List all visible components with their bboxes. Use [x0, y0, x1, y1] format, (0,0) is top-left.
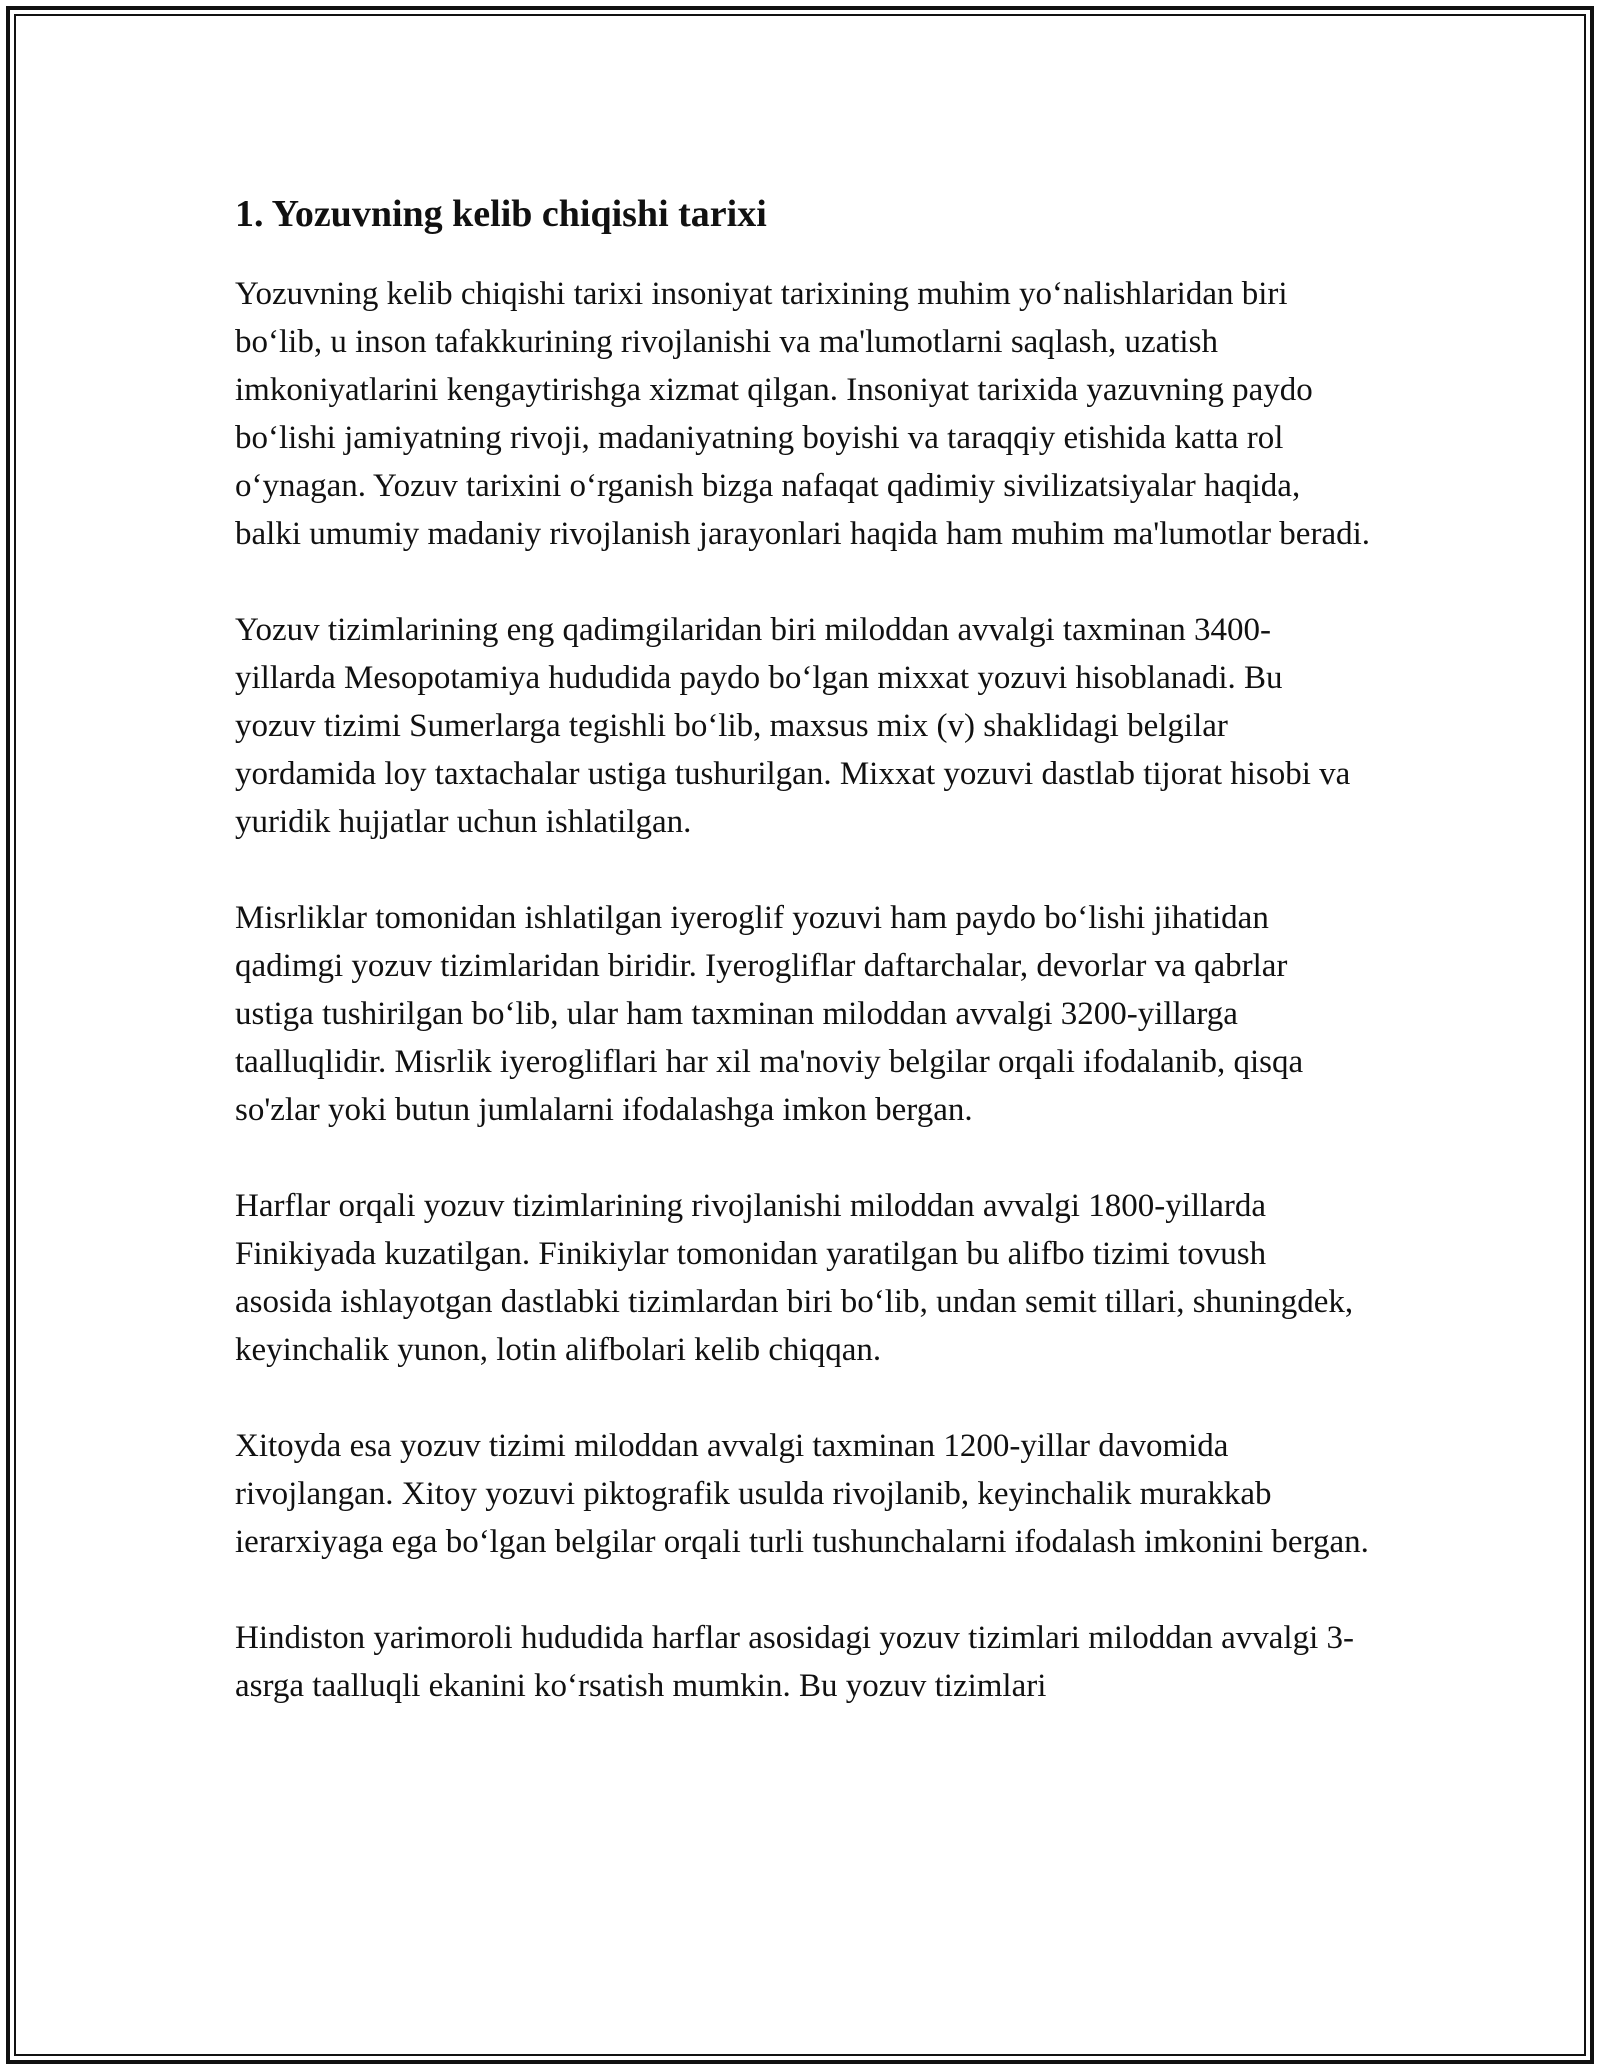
- paragraph-india: Hindiston yarimoroli hududida harflar asosidagi yozuv tizimlari miloddan avvalgi 3-asrga taalluqli ekanini ko‘rsatish mumkin. Bu yozuv tizimlari: [235, 1620, 1355, 1704]
- paragraph-egypt: Misrliklar tomonidan ishlatilgan iyeroglif yozuvi ham paydo bo‘lishi jihatidan qadimgi yozuv tizimlaridan biridir. Iyerogliflar daftarchalar, devorlar va qabrlar ustiga tushirilgan bo‘lib, ular ham taxminan miloddan avvalgi 3200-yillarga taalluqlidir. Misrlik iyerogliflari har xil ma'noviy belgilar orqali ifodalanib, qisqa so'zlar yoki butun jumlalarni ifodalashga imkon bergan.: [235, 900, 1304, 1128]
- document-body: [235, 185, 1370, 1758]
- paragraph-intro: Yozuvning kelib chiqishi tarixi insoniyat tarixining muhim yo‘nalishlaridan biri bo‘lib, u inson tafakkurining rivojlanishi va ma'lumotlarni saqlash, uzatish imkoniyatlarini kengaytirishga xizmat qilgan. Insoniyat tarixida yazuvning paydo bo‘lishi jamiyatning rivoji, madaniyatning boyishi va taraqqiy etishida katta rol o‘ynagan. Yozuv tarixini o‘rganish bizga nafaqat qadimiy sivilizatsiyalar haqida, balki umumiy madaniy rivojlanish jarayonlari haqida ham muhim ma'lumotlar beradi.: [235, 276, 1371, 552]
- paragraph-china: Xitoyda esa yozuv tizimi miloddan avvalgi taxminan 1200-yillar davomida rivojlangan. Xitoy yozuvi piktografik usulda rivojlanib, keyinchalik murakkab ierarxiyaga ega bo‘lgan belgilar orqali turli tushunchalarni ifodalash imkonini bergan.: [235, 1428, 1369, 1560]
- paragraph-mesopotamia: Yozuv tizimlarining eng qadimgilaridan biri miloddan avvalgi taxminan 3400-yillarda Mesopotamiya hududida paydo bo‘lgan mixxat yozuvi hisoblanadi. Bu yozuv tizimi Sumerlarga tegishli bo‘lib, maxsus mix (v) shaklidagi belgilar yordamida loy taxtachalar ustiga tushurilgan. Mixxat yozuvi dastlab tijorat hisobi va yuridik hujjatlar uchun ishlatilgan.: [235, 612, 1351, 840]
- paragraph-phoenicia: Harflar orqali yozuv tizimlarining rivojlanishi miloddan avvalgi 1800-yillarda Finikiyada kuzatilgan. Finikiylar tomonidan yaratilgan bu alifbo tizimi tovush asosida ishlayotgan dastlabki tizimlardan biri bo‘lib, undan semit tillari, shuningdek, keyinchalik yunon, lotin alifbolari kelib chiqqan.: [235, 1188, 1354, 1368]
- section-heading: 1. Yozuvning kelib chiqishi tarixi: [235, 193, 767, 235]
